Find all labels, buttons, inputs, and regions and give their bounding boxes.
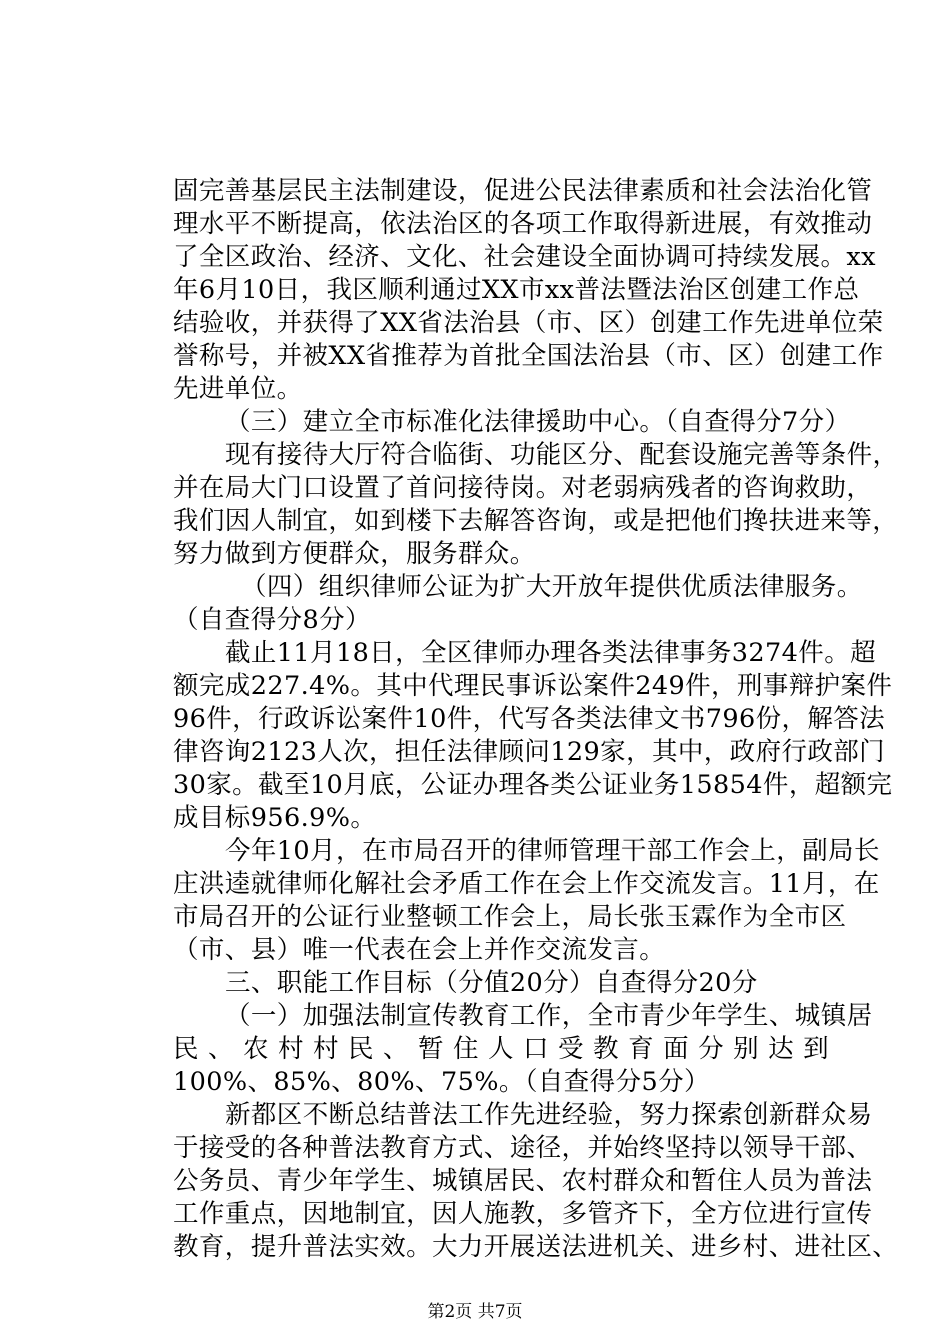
section-heading: （四）组织律师公证为扩大开放年提供优质法律服务。 <box>241 572 863 602</box>
section-heading: （三）建立全市标准化法律援助中心。（自查得分7分） <box>225 407 851 437</box>
body-text-line: 教育，提升普法实效。大力开展送法进机关、进乡村、进社区、 <box>173 1232 899 1262</box>
body-text-line: 我们因人制宜，如到楼下去解答咨询，或是把他们搀扶进来等， <box>173 506 899 536</box>
body-text-line: 市局召开的公证行业整顿工作会上，局长张玉霖作为全市区 <box>173 902 847 932</box>
body-text-line: 工作重点，因地制宜，因人施教，多管齐下，全方位进行宣传 <box>173 1199 873 1229</box>
body-text-line: 截止11月18日，全区律师办理各类法律事务3274件。超 <box>225 638 876 668</box>
body-text-line: 理水平不断提高，依法治区的各项工作取得新进展，有效推动 <box>173 209 873 239</box>
body-text-line: 结验收，并获得了XX省法治县（市、区）创建工作先进单位荣 <box>173 308 884 338</box>
body-text-line: 于接受的各种普法教育方式、途径，并始终坚持以领导干部、 <box>173 1133 873 1163</box>
body-text-line: 了全区政治、经济、文化、社会建设全面协调可持续发展。xx <box>173 242 876 272</box>
body-text-line: 现有接待大厅符合临街、功能区分、配套设施完善等条件， <box>225 440 899 470</box>
body-text-line: 成目标956.9%。 <box>173 803 377 833</box>
section-heading: 三、职能工作目标（分值20分）自查得分20分 <box>225 968 758 998</box>
body-text-line: 今年10月，在市局召开的律师管理干部工作会上，副局长 <box>225 836 880 866</box>
page-footer: 第2页 共7页 <box>427 1302 523 1322</box>
section-heading: （一）加强法制宣传教育工作，全市青少年学生、城镇居 <box>225 1001 873 1031</box>
body-text-line: 誉称号，并被XX省推荐为首批全国法治县（市、区）创建工作 <box>173 341 884 371</box>
body-text-line: 公务员、青少年学生、城镇居民、农村群众和暂住人员为普法 <box>173 1166 873 1196</box>
body-text-line: （市、县）唯一代表在会上并作交流发言。 <box>173 935 666 965</box>
body-text-line: 庄洪逵就律师化解社会矛盾工作在会上作交流发言。11月，在 <box>173 869 880 899</box>
body-text-line: 30家。截至10月底，公证办理各类公证业务15854件，超额完 <box>173 770 893 800</box>
body-text-line: 律咨询2123人次，担任法律顾问129家，其中，政府行政部门 <box>173 737 886 767</box>
body-text-line: 先进单位。 <box>173 374 303 404</box>
body-text-line: 96件，行政诉讼案件10件，代写各类法律文书796份，解答法 <box>173 704 886 734</box>
section-heading: （自查得分8分） <box>173 605 371 635</box>
body-text-line: 努力做到方便群众，服务群众。 <box>173 539 536 569</box>
body-text-line: 新都区不断总结普法工作先进经验，努力探索创新群众易 <box>225 1100 873 1130</box>
body-text-line: 年6月10日，我区顺利通过XX市xx普法暨法治区创建工作总 <box>173 275 860 305</box>
section-heading: 民、农村村民、暂住人口受教育面分别达到 <box>173 1034 829 1064</box>
section-heading: 100%、85%、80%、75%。（自查得分5分） <box>173 1067 710 1097</box>
body-text-line: 额完成227.4%。其中代理民事诉讼案件249件，刑事辩护案件 <box>173 671 893 701</box>
body-text-line: 固完善基层民主法制建设，促进公民法律素质和社会法治化管 <box>173 176 873 206</box>
body-text-line: 并在局大门口设置了首问接待岗。对老弱病残者的咨询救助， <box>173 473 873 503</box>
